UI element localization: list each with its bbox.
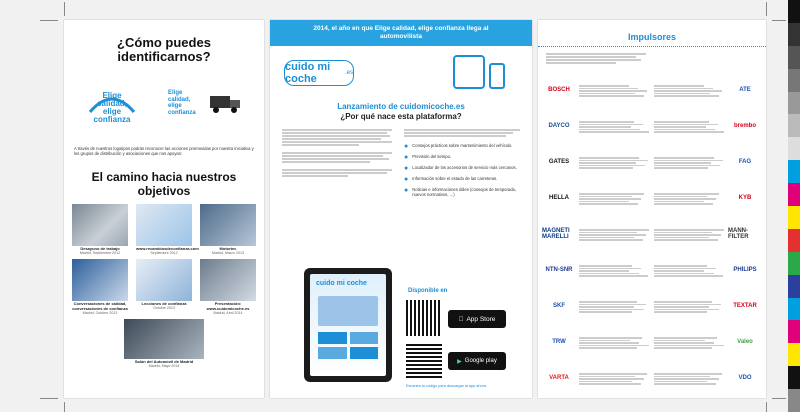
feature-text: Localizador de los accesorios de servicio más cercanos. bbox=[412, 165, 517, 170]
sponsor-logo: KYB bbox=[738, 195, 752, 201]
devices-illustration bbox=[450, 54, 510, 90]
path-heading: El camino hacia nuestros objetivos bbox=[91, 170, 237, 198]
sponsor-entry bbox=[654, 370, 762, 386]
sponsor-logo: FAG bbox=[738, 159, 752, 165]
sponsor-logo: BOSCH bbox=[548, 87, 570, 93]
feature-text: Consejos prácticos sobre mantenimiento del vehículo. bbox=[412, 143, 513, 148]
milestone-title: Presentación: www.cuidomicoche.es bbox=[206, 301, 250, 312]
truck-icon bbox=[208, 92, 244, 116]
sponsor-entry bbox=[654, 298, 762, 314]
sponsor-row bbox=[542, 190, 762, 226]
brand-name: cuido mi coche bbox=[285, 61, 331, 85]
milestone-title: Salón del Automóvil de Madrid bbox=[134, 359, 194, 365]
google-play-label: Google play bbox=[464, 358, 497, 364]
milestone bbox=[200, 204, 256, 255]
milestone-photo bbox=[200, 204, 256, 246]
logo-text-small bbox=[168, 90, 208, 116]
sponsor-description bbox=[579, 82, 650, 98]
sponsor-logo: GATES bbox=[548, 159, 570, 165]
sponsor-description bbox=[579, 154, 650, 170]
available-label: Disponible en bbox=[408, 288, 448, 294]
feature-text: Previsión del tiempo. bbox=[412, 154, 452, 159]
body-text-column bbox=[282, 128, 392, 178]
milestone-photo bbox=[124, 319, 204, 359]
sponsor-logo: VDO bbox=[738, 375, 752, 381]
feature-item bbox=[404, 187, 520, 197]
elige-logo-truck bbox=[168, 82, 248, 132]
sponsor-row bbox=[542, 370, 762, 398]
sponsor-logo: VARTA bbox=[549, 375, 569, 381]
feature-list bbox=[404, 143, 520, 197]
milestone bbox=[72, 204, 128, 255]
sponsor-logo: brembo bbox=[733, 123, 756, 129]
app-store-label: App Store bbox=[464, 315, 493, 323]
banner: 2014, el año en que Elige calidad, elige confianza llega al automovilista bbox=[270, 20, 532, 46]
app-store-button[interactable] bbox=[448, 310, 506, 328]
crop-mark bbox=[40, 398, 58, 399]
sponsor-row bbox=[542, 82, 762, 118]
panel-cuidomicoche bbox=[270, 20, 532, 398]
milestone-date: Madrid, Marzo 2013 bbox=[212, 251, 244, 255]
sponsor-entry bbox=[542, 262, 650, 278]
launch-question: ¿Por qué nace esta plataforma? bbox=[340, 112, 462, 121]
sponsor-entry bbox=[654, 154, 762, 170]
sponsor-description bbox=[579, 226, 650, 242]
milestone-title: www.recambiosdeconfianza.com bbox=[136, 246, 199, 251]
sponsor-row bbox=[542, 118, 762, 154]
sponsor-entry bbox=[542, 154, 650, 170]
sponsor-logo: TEXTAR bbox=[733, 303, 757, 309]
tablet-screen bbox=[310, 274, 386, 376]
sponsor-logo: MAGNETI MARELLI bbox=[542, 228, 570, 240]
milestone-date: Madrid, Mayo 2014 bbox=[148, 364, 180, 369]
sponsor-row bbox=[542, 334, 762, 370]
sponsor-entry bbox=[542, 334, 650, 350]
identify-intro: A través de nuestros logotipos podrás reconocer las acciones promovidas por nuestra iniciativa y los grupos de distribución y asociaciones que nos apoyan: bbox=[74, 146, 254, 157]
tablet-phone-icon bbox=[450, 54, 510, 90]
sponsor-entry bbox=[542, 226, 650, 242]
milestone-photo bbox=[200, 259, 256, 301]
logo-word: calidad, bbox=[168, 96, 191, 103]
brand-logo bbox=[284, 60, 354, 86]
logo-word: elige bbox=[168, 103, 182, 109]
tablet-brand: cuido mi coche bbox=[316, 280, 367, 287]
logo-word: Elige bbox=[102, 91, 122, 100]
feature-text: Información sobre el estado de las carreteras. bbox=[412, 176, 498, 181]
milestone-photo bbox=[136, 204, 192, 246]
sponsor-entry bbox=[654, 82, 762, 98]
sponsor-logo: SKF bbox=[553, 303, 565, 309]
milestone-date: Madrid, Septiembre 2012 bbox=[79, 251, 121, 255]
milestone-title: Lecciones de confianza bbox=[141, 301, 187, 307]
milestone-date: Madrid, Abril 2014 bbox=[213, 311, 243, 316]
milestone-photo bbox=[72, 259, 128, 301]
feature-item bbox=[404, 176, 520, 183]
apple-icon bbox=[459, 316, 464, 323]
sponsor-description bbox=[579, 370, 650, 386]
sponsor-row bbox=[542, 226, 762, 262]
sponsor-description bbox=[579, 118, 650, 134]
qr-code-android bbox=[406, 342, 442, 378]
milestone-date: Octubre 2013 bbox=[153, 306, 175, 311]
feature-item bbox=[404, 165, 520, 172]
elige-logo-large bbox=[82, 82, 142, 132]
sponsor-entry bbox=[542, 370, 650, 386]
logo-word: confianza bbox=[168, 109, 196, 116]
sponsor-row bbox=[542, 154, 762, 190]
sponsor-description bbox=[654, 370, 725, 386]
launch-title: Lanzamiento de cuidomicoche.es bbox=[337, 102, 465, 111]
sponsor-description bbox=[579, 262, 650, 278]
logo-word: confianza bbox=[93, 115, 131, 124]
sponsor-description bbox=[654, 118, 725, 134]
milestone-date: Madrid, Octubre 2013 bbox=[82, 311, 118, 316]
milestone-title: Conversaciones de calidad, conversaciones de confianza bbox=[72, 301, 128, 312]
panel-identify bbox=[64, 20, 264, 398]
brand-sub: .es bbox=[344, 70, 353, 76]
tablet-tiles bbox=[318, 332, 378, 359]
identify-heading: ¿Cómo puedes identificarnos? bbox=[117, 35, 211, 64]
sponsor-entry bbox=[654, 334, 762, 350]
milestone bbox=[136, 259, 192, 315]
sponsor-description bbox=[654, 190, 725, 206]
sponsor-entry bbox=[654, 190, 762, 206]
sponsor-logo: MANN-FILTER bbox=[728, 228, 749, 240]
sponsor-description bbox=[579, 298, 650, 314]
sponsor-description bbox=[579, 190, 650, 206]
feature-icon: ● bbox=[404, 154, 409, 161]
feature-item bbox=[404, 154, 520, 161]
crop-mark bbox=[766, 402, 767, 412]
milestone bbox=[136, 204, 199, 255]
feature-item bbox=[404, 143, 520, 150]
sponsor-entry bbox=[542, 118, 650, 134]
sponsor-entry bbox=[654, 262, 762, 278]
sponsor-entry bbox=[654, 118, 762, 134]
crop-mark bbox=[772, 398, 786, 399]
logo-word: Elige bbox=[168, 90, 183, 96]
feature-icon: ● bbox=[404, 187, 409, 194]
sponsor-logo: PHILIPS bbox=[733, 267, 757, 273]
sponsor-logo: NTN-SNR bbox=[545, 267, 573, 273]
sponsor-entry bbox=[542, 298, 650, 314]
sponsor-logo: HELLA bbox=[549, 195, 569, 201]
sponsor-description bbox=[579, 334, 650, 350]
logo-word: elige bbox=[102, 107, 122, 116]
crop-mark bbox=[64, 2, 65, 16]
crop-mark bbox=[766, 2, 767, 16]
scan-instruction: Escanea tu código para descargar la app ahora. bbox=[406, 384, 488, 388]
panel-impulsores bbox=[538, 20, 766, 398]
sponsor-description bbox=[654, 154, 725, 170]
sponsor-description bbox=[654, 262, 725, 278]
sponsor-description bbox=[654, 226, 725, 242]
feature-icon: ● bbox=[404, 143, 409, 150]
google-play-button[interactable] bbox=[448, 352, 506, 370]
sponsor-logo: DAYCO bbox=[548, 123, 570, 129]
milestone-title: Desayuno de trabajo bbox=[80, 246, 120, 251]
milestone bbox=[200, 259, 256, 315]
play-icon: ▶ bbox=[457, 358, 462, 365]
crop-mark bbox=[64, 402, 65, 412]
milestone-photo bbox=[136, 259, 192, 301]
color-calibration-bar bbox=[788, 0, 800, 412]
crop-mark bbox=[772, 20, 786, 21]
tablet-hero bbox=[318, 296, 378, 326]
sponsor-logo: TRW bbox=[552, 339, 566, 345]
milestone-photo bbox=[72, 204, 128, 246]
sponsor-description bbox=[654, 82, 725, 98]
feature-text: Noticias e informaciones útiles (consejos de temporada, nuevos normativos, ...) bbox=[412, 187, 517, 198]
feature-icon: ● bbox=[404, 176, 409, 183]
milestones-grid bbox=[72, 204, 256, 369]
milestone bbox=[72, 259, 128, 315]
sponsor-entry bbox=[654, 226, 762, 242]
sponsor-entry bbox=[542, 82, 650, 98]
sponsor-logo: ATE bbox=[739, 87, 751, 93]
logo-word: calidad, bbox=[97, 99, 127, 108]
qr-code-ios bbox=[406, 300, 442, 336]
feature-icon: ● bbox=[404, 165, 409, 172]
milestone-title: Motortec bbox=[219, 246, 237, 251]
sponsor-description bbox=[654, 334, 725, 350]
impulsores-intro bbox=[546, 52, 646, 65]
sponsor-description bbox=[654, 298, 725, 314]
launch-heading bbox=[270, 102, 532, 122]
crop-mark bbox=[40, 20, 58, 21]
milestone bbox=[124, 319, 204, 368]
sponsor-logo: Valeo bbox=[737, 339, 753, 345]
tablet-mockup bbox=[304, 268, 392, 382]
logo-text bbox=[82, 92, 142, 124]
sponsor-row bbox=[542, 262, 762, 298]
features-column bbox=[404, 128, 520, 201]
milestone-date: Septiembre 2012 bbox=[150, 251, 178, 255]
sponsor-row bbox=[542, 298, 762, 334]
sponsor-list bbox=[542, 82, 762, 398]
impulsores-heading: Impulsores bbox=[627, 32, 676, 42]
sponsor-entry bbox=[542, 190, 650, 206]
